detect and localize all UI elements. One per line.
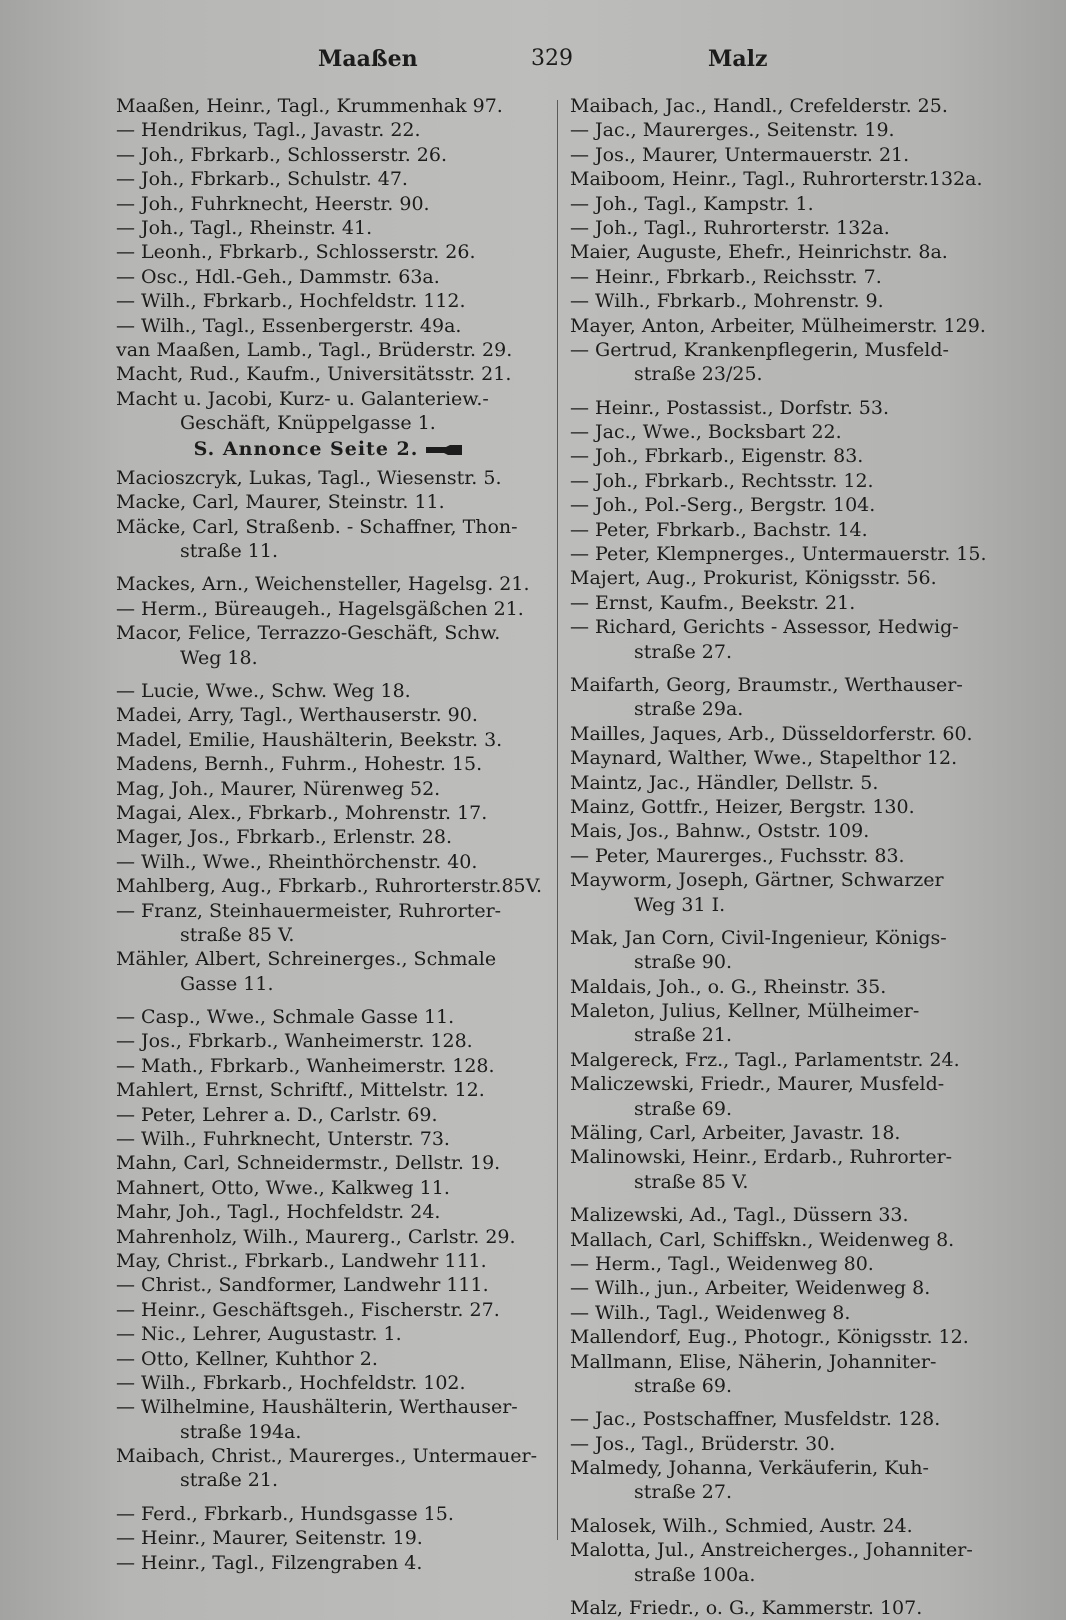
entry-text: — Wilh., Fbrkarb., Hochfeldstr. 112.	[116, 290, 466, 313]
entry-text: Mallach, Carl, Schiffskn., Weidenweg 8.	[570, 1228, 955, 1251]
entry-text: straße 85 V.	[634, 1170, 749, 1193]
entry-text: Maibach, Jac., Handl., Crefelderstr. 25.	[570, 95, 948, 117]
directory-entry-line	[570, 493, 1006, 517]
entry-text: Gasse 11.	[180, 972, 274, 995]
entry-text: van Maaßen, Lamb., Tagl., Brüderstr. 29.	[116, 338, 513, 361]
entry-text: — Nic., Lehrer, Augustastr. 1.	[116, 1323, 402, 1346]
entry-text: Mag, Joh., Maurer, Nürenweg 52.	[116, 777, 441, 800]
directory-entry-line	[116, 1347, 542, 1371]
directory-entry-line	[116, 621, 542, 645]
directory-entry-line	[116, 1395, 542, 1419]
entry-text: Mahnert, Otto, Wwe., Kalkweg 11.	[116, 1176, 450, 1199]
entry-text: — Wilhelmine, Haushälterin, Werthauser-	[116, 1396, 518, 1419]
directory-entry-line	[116, 1103, 542, 1127]
entry-text: Maldais, Joh., o. G., Rheinstr. 35.	[570, 975, 887, 998]
entry-text: — Ferd., Fbrkarb., Hundsgasse 15.	[116, 1502, 454, 1525]
entry-text: Madei, Arry, Tagl., Werthauserstr. 90.	[116, 704, 478, 727]
entry-text: straße 23/25.	[634, 363, 763, 386]
directory-entry-line	[570, 216, 1006, 240]
right-column	[570, 94, 1006, 1620]
entry-text: straße 194a.	[180, 1420, 302, 1443]
entry-text: Madel, Emilie, Haushälterin, Beekstr. 3.	[116, 728, 503, 751]
entry-text: Macke, Carl, Maurer, Steinstr. 11.	[116, 491, 445, 514]
directory-entry-line	[570, 94, 1006, 118]
directory-entry-line	[116, 1502, 542, 1526]
entry-text: — Heinr., Postassist., Dorfstr. 53.	[570, 396, 889, 419]
directory-entry-line	[116, 801, 542, 825]
entry-text: straße 21.	[634, 1024, 732, 1047]
entry-text: Malmedy, Johanna, Verkäuferin, Kuh-	[570, 1457, 929, 1480]
entry-text: — Wilh., Fuhrknecht, Unterstr. 73.	[116, 1128, 450, 1151]
entry-text: Mallendorf, Eug., Photogr., Königsstr. 12.	[570, 1326, 969, 1349]
directory-entry-line	[116, 646, 542, 670]
entry-text: S. Annonce Seite 2.	[193, 438, 419, 461]
page-number: 329	[531, 46, 573, 71]
entry-text: Maibach, Christ., Maurerges., Untermauer-	[116, 1445, 537, 1468]
directory-entry-line	[570, 1350, 1006, 1374]
directory-entry-line	[570, 265, 1006, 289]
entry-text: Mager, Jos., Fbrkarb., Erlenstr. 28.	[116, 826, 453, 849]
entry-text: Macht, Rud., Kaufm., Universitätsstr. 21.	[116, 363, 512, 386]
entry-text: — Wilh., jun., Arbeiter, Weidenweg 8.	[570, 1277, 931, 1300]
directory-entry-line	[116, 1468, 542, 1492]
entry-text: — Joh., Tagl., Rheinstr. 41.	[116, 216, 373, 239]
entry-text: — Heinr., Tagl., Filzengraben 4.	[116, 1551, 423, 1574]
directory-entry-line	[570, 469, 1006, 493]
directory-entry-line	[570, 1407, 1006, 1431]
directory-entry-line	[570, 1170, 1006, 1194]
directory-entry-line	[116, 143, 542, 167]
entry-text: Mainz, Gottfr., Heizer, Bergstr. 130.	[570, 795, 915, 818]
directory-entry-line	[570, 1072, 1006, 1096]
directory-entry-line	[116, 1176, 542, 1200]
directory-entry-line	[570, 1596, 1006, 1620]
entry-text: Malotta, Jul., Anstreicherges., Johanniter-	[570, 1539, 973, 1562]
directory-entry-line	[116, 240, 542, 264]
directory-entry-line	[570, 542, 1006, 566]
directory-entry-line	[570, 673, 1006, 697]
entry-text: — Jac., Maurerges., Seitenstr. 19.	[570, 119, 895, 142]
directory-entry-line	[116, 752, 542, 776]
entry-text: Mahlberg, Aug., Fbrkarb., Ruhrorterstr.85V.	[116, 875, 542, 898]
directory-entry-line	[570, 868, 1006, 892]
directory-entry-line	[570, 518, 1006, 542]
entry-text: Maynard, Walther, Wwe., Stapelthor 12.	[570, 747, 958, 770]
entry-text: Weg 18.	[180, 646, 258, 669]
directory-entry-line	[116, 338, 542, 362]
entry-text: straße 69.	[634, 1374, 732, 1397]
left-column	[116, 94, 542, 1575]
entry-text: — Richard, Gerichts - Assessor, Hedwig-	[570, 616, 959, 639]
directory-entry-line	[116, 1420, 542, 1444]
directory-entry-line	[116, 490, 542, 514]
entry-text: Malz, Friedr., o. G., Kammerstr. 107.	[570, 1597, 923, 1620]
directory-entry-line	[570, 640, 1006, 664]
entry-text: — Joh., Fbrkarb., Eigenstr. 83.	[570, 445, 864, 468]
directory-entry-line	[116, 679, 542, 703]
directory-entry-line	[116, 703, 542, 727]
directory-entry-line	[116, 1200, 542, 1224]
entry-text: — Ernst, Kaufm., Beekstr. 21.	[570, 591, 856, 614]
directory-entry-line	[116, 192, 542, 216]
directory-entry-line	[116, 1078, 542, 1102]
entry-text: Mahlert, Ernst, Schriftf., Mittelstr. 12.	[116, 1079, 485, 1102]
directory-entry-line	[570, 1301, 1006, 1325]
directory-entry-line	[116, 1054, 542, 1078]
directory-entry-line	[570, 722, 1006, 746]
entry-text: Weg 31 I.	[634, 893, 726, 916]
entry-text: — Joh., Fbrkarb., Rechtsstr. 12.	[570, 469, 874, 492]
entry-text: May, Christ., Fbrkarb., Landwehr 111.	[116, 1249, 487, 1272]
directory-entry-line	[570, 444, 1006, 468]
page-header	[0, 46, 1066, 76]
entry-text: Malosek, Wilh., Schmied, Austr. 24.	[570, 1514, 913, 1537]
directory-entry-line	[570, 1480, 1006, 1504]
directory-entry-line	[116, 923, 542, 947]
entry-text: — Franz, Steinhauermeister, Ruhrorter-	[116, 899, 502, 922]
directory-entry-line	[116, 539, 542, 563]
entry-text: — Peter, Maurerges., Fuchsstr. 83.	[570, 844, 905, 867]
entry-text: Mackes, Arn., Weichensteller, Hagelsg. 21.	[116, 573, 530, 596]
directory-entry-line	[570, 1325, 1006, 1349]
entry-text: straße 27.	[634, 640, 732, 663]
column-divider	[557, 100, 558, 1540]
directory-entry-line	[116, 825, 542, 849]
entry-text: Mak, Jan Corn, Civil-Ingenieur, Königs-	[570, 926, 947, 949]
directory-entry-line	[116, 1298, 542, 1322]
entry-text: — Jac., Postschaffner, Musfeldstr. 128.	[570, 1408, 941, 1431]
directory-entry-line	[116, 597, 542, 621]
entry-text: — Leonh., Fbrkarb., Schlosserstr. 26.	[116, 241, 476, 264]
entry-text: — Math., Fbrkarb., Wanheimerstr. 128.	[116, 1054, 495, 1077]
directory-entry-line	[570, 1252, 1006, 1276]
directory-entry-line	[116, 1273, 542, 1297]
directory-entry-line	[570, 697, 1006, 721]
directory-entry-line	[116, 1322, 542, 1346]
entry-text: — Jos., Fbrkarb., Wanheimerstr. 128.	[116, 1030, 473, 1053]
directory-entry-line	[570, 1276, 1006, 1300]
entry-text: — Herm., Büreaugeh., Hagelsgäßchen 21.	[116, 597, 524, 620]
directory-entry-line	[116, 1551, 542, 1575]
entry-text: — Osc., Hdl.-Geh., Dammstr. 63a.	[116, 265, 440, 288]
directory-entry-line	[116, 1249, 542, 1273]
entry-text: — Heinr., Maurer, Seitenstr. 19.	[116, 1527, 423, 1550]
directory-entry-line	[570, 289, 1006, 313]
directory-entry-line	[570, 926, 1006, 950]
directory-entry-line	[570, 975, 1006, 999]
entry-text: Mähler, Albert, Schreinerges., Schmale	[116, 948, 497, 971]
directory-entry-line	[570, 396, 1006, 420]
entry-text: Malinowski, Heinr., Erdarb., Ruhrorter-	[570, 1146, 953, 1169]
directory-entry-line	[116, 1005, 542, 1029]
entry-text: Maifarth, Georg, Braumstr., Werthauser-	[570, 673, 963, 696]
entry-text: Mahr, Joh., Tagl., Hochfeldstr. 24.	[116, 1201, 441, 1224]
directory-entry-line	[116, 850, 542, 874]
entry-text: Maiboom, Heinr., Tagl., Ruhrorterstr.132a.	[570, 168, 983, 191]
directory-entry-line	[570, 240, 1006, 264]
directory-entry-line	[570, 771, 1006, 795]
entry-text: — Wilh., Tagl., Essenbergerstr. 49a.	[116, 314, 462, 337]
entry-text: Maaßen, Heinr., Tagl., Krummenhak 97.	[116, 95, 503, 117]
entry-text: Maleton, Julius, Kellner, Mülheimer-	[570, 1000, 920, 1023]
directory-entry-line	[116, 1444, 542, 1468]
directory-entry-line	[116, 167, 542, 191]
directory-entry-line	[570, 1121, 1006, 1145]
entry-text: — Lucie, Wwe., Schw. Weg 18.	[116, 679, 411, 702]
directory-entry-line	[570, 844, 1006, 868]
entry-text: — Heinr., Geschäftsgeh., Fischerstr. 27.	[116, 1298, 500, 1321]
entry-text: Malizewski, Ad., Tagl., Düssern 33.	[570, 1204, 909, 1227]
directory-entry-line	[570, 1538, 1006, 1562]
directory-entry-line	[116, 1151, 542, 1175]
directory-entry-line	[116, 728, 542, 752]
entry-text: straße 100a.	[634, 1563, 756, 1586]
directory-entry-line	[570, 591, 1006, 615]
entry-text: — Joh., Fuhrknecht, Heerstr. 90.	[116, 192, 430, 215]
directory-entry-line	[116, 874, 542, 898]
directory-entry-line	[116, 314, 542, 338]
directory-entry-line	[570, 746, 1006, 770]
entry-text: — Peter, Klempnerges., Untermauerstr. 15.	[570, 543, 987, 566]
entry-text: Macor, Felice, Terrazzo-Geschäft, Schw.	[116, 622, 501, 645]
directory-entry-line	[570, 420, 1006, 444]
directory-entry-line	[570, 118, 1006, 142]
entry-text: straße 27.	[634, 1481, 732, 1504]
entry-text: Maintz, Jac., Händler, Dellstr. 5.	[570, 771, 879, 794]
entry-text: Mayworm, Joseph, Gärtner, Schwarzer	[570, 869, 944, 892]
entry-text: — Wilh., Fbrkarb., Hochfeldstr. 102.	[116, 1371, 466, 1394]
directory-entry-line	[570, 1432, 1006, 1456]
directory-entry-line	[570, 1228, 1006, 1252]
entry-text: Macioszcryk, Lukas, Tagl., Wiesenstr. 5.	[116, 466, 502, 489]
annonce-reference	[116, 437, 542, 461]
entry-text: — Joh., Fbrkarb., Schlosserstr. 26.	[116, 143, 447, 166]
entry-text: Mais, Jos., Bahnw., Oststr. 109.	[570, 820, 870, 843]
entry-text: — Wilh., Wwe., Rheinthörchenstr. 40.	[116, 850, 478, 873]
directory-entry-line	[116, 94, 542, 118]
entry-text: — Peter, Lehrer a. D., Carlstr. 69.	[116, 1103, 438, 1126]
entry-text: — Peter, Fbrkarb., Bachstr. 14.	[570, 518, 868, 541]
entry-text: Macht u. Jacobi, Kurz- u. Galanteriew.-	[116, 387, 489, 410]
directory-entry-line	[116, 972, 542, 996]
directory-entry-line	[570, 893, 1006, 917]
directory-entry-line	[116, 289, 542, 313]
directory-entry-line	[570, 950, 1006, 974]
entry-text: Maier, Auguste, Ehefr., Heinrichstr. 8a.	[570, 241, 948, 264]
directory-entry-line	[116, 1127, 542, 1151]
entry-text: Maliczewski, Friedr., Maurer, Musfeld-	[570, 1073, 945, 1096]
entry-text: — Jos., Tagl., Brüderstr. 30.	[570, 1432, 836, 1455]
entry-text: — Hendrikus, Tagl., Javastr. 22.	[116, 119, 421, 142]
entry-text: straße 90.	[634, 951, 732, 974]
directory-entry-line	[116, 362, 542, 386]
entry-text: Mallmann, Elise, Näherin, Johanniter-	[570, 1350, 937, 1373]
entry-text: — Heinr., Fbrkarb., Reichsstr. 7.	[570, 265, 882, 288]
header-right-keyword: Malz	[708, 46, 768, 72]
directory-entry-line	[116, 118, 542, 142]
directory-entry-line	[116, 1029, 542, 1053]
directory-entry-line	[116, 466, 542, 490]
directory-entry-line	[570, 1514, 1006, 1538]
directory-entry-line	[570, 143, 1006, 167]
directory-entry-line	[570, 1203, 1006, 1227]
entry-text: — Wilh., Fbrkarb., Mohrenstr. 9.	[570, 290, 884, 313]
directory-entry-line	[116, 1225, 542, 1249]
directory-entry-line	[570, 1374, 1006, 1398]
entry-text: — Casp., Wwe., Schmale Gasse 11.	[116, 1006, 455, 1029]
entry-text: Mayer, Anton, Arbeiter, Mülheimerstr. 129.	[570, 314, 986, 337]
entry-text: — Joh., Fbrkarb., Schulstr. 47.	[116, 168, 408, 191]
directory-entry-line	[570, 566, 1006, 590]
entry-text: — Gertrud, Krankenpflegerin, Musfeld-	[570, 338, 949, 361]
entry-text: — Jac., Wwe., Bocksbart 22.	[570, 421, 842, 444]
directory-entry-line	[570, 1048, 1006, 1072]
pointing-hand-icon	[424, 444, 464, 456]
directory-entry-line	[116, 265, 542, 289]
directory-entry-line	[570, 1456, 1006, 1480]
directory-entry-line	[570, 1563, 1006, 1587]
entry-text: straße 11.	[180, 540, 278, 563]
entry-text: — Herm., Tagl., Weidenweg 80.	[570, 1252, 874, 1275]
entry-text: Mäling, Carl, Arbeiter, Javastr. 18.	[570, 1122, 901, 1145]
entry-text: Mailles, Jaques, Arb., Düsseldorferstr. 60.	[570, 722, 973, 745]
directory-entry-line	[570, 1023, 1006, 1047]
entry-text: Geschäft, Knüppelgasse 1.	[180, 412, 436, 435]
entry-text: — Christ., Sandformer, Landwehr 111.	[116, 1274, 489, 1297]
directory-entry-line	[116, 947, 542, 971]
entry-text: — Otto, Kellner, Kuhthor 2.	[116, 1347, 378, 1370]
entry-text: Majert, Aug., Prokurist, Königsstr. 56.	[570, 567, 937, 590]
directory-entry-line	[570, 795, 1006, 819]
entry-text: — Joh., Tagl., Ruhrorterstr. 132a.	[570, 216, 890, 239]
directory-entry-line	[570, 362, 1006, 386]
directory-entry-line	[116, 1526, 542, 1550]
entry-text: — Joh., Pol.-Serg., Bergstr. 104.	[570, 494, 876, 517]
entry-text: — Wilh., Tagl., Weidenweg 8.	[570, 1301, 851, 1324]
directory-entry-line	[570, 167, 1006, 191]
directory-entry-line	[570, 1097, 1006, 1121]
directory-entry-line	[116, 387, 542, 411]
header-left-keyword: Maaßen	[318, 46, 418, 72]
directory-entry-line	[116, 515, 542, 539]
entry-text: Malgereck, Frz., Tagl., Parlamentstr. 24.	[570, 1048, 960, 1071]
directory-entry-line	[116, 1371, 542, 1395]
entry-text: Magai, Alex., Fbrkarb., Mohrenstr. 17.	[116, 801, 488, 824]
directory-entry-line	[116, 411, 542, 435]
directory-entry-line	[570, 1145, 1006, 1169]
directory-entry-line	[116, 777, 542, 801]
entry-text: Mahn, Carl, Schneidermstr., Dellstr. 19.	[116, 1152, 501, 1175]
directory-entry-line	[570, 615, 1006, 639]
directory-entry-line	[570, 999, 1006, 1023]
directory-entry-line	[570, 819, 1006, 843]
directory-entry-line	[116, 899, 542, 923]
directory-entry-line	[570, 314, 1006, 338]
entry-text: Mahrenholz, Wilh., Maurerg., Carlstr. 29.	[116, 1225, 516, 1248]
directory-entry-line	[116, 216, 542, 240]
entry-text: straße 69.	[634, 1097, 732, 1120]
directory-entry-line	[570, 338, 1006, 362]
entry-text: straße 29a.	[634, 698, 744, 721]
entry-text: — Joh., Tagl., Kampstr. 1.	[570, 192, 814, 215]
entry-text: Madens, Bernh., Fuhrm., Hohestr. 15.	[116, 753, 483, 776]
directory-entry-line	[570, 192, 1006, 216]
entry-text: straße 85 V.	[180, 923, 295, 946]
entry-text: Mäcke, Carl, Straßenb. - Schaffner, Thon-	[116, 515, 518, 538]
entry-text: straße 21.	[180, 1469, 278, 1492]
entry-text: — Jos., Maurer, Untermauerstr. 21.	[570, 143, 910, 166]
directory-entry-line	[116, 572, 542, 596]
